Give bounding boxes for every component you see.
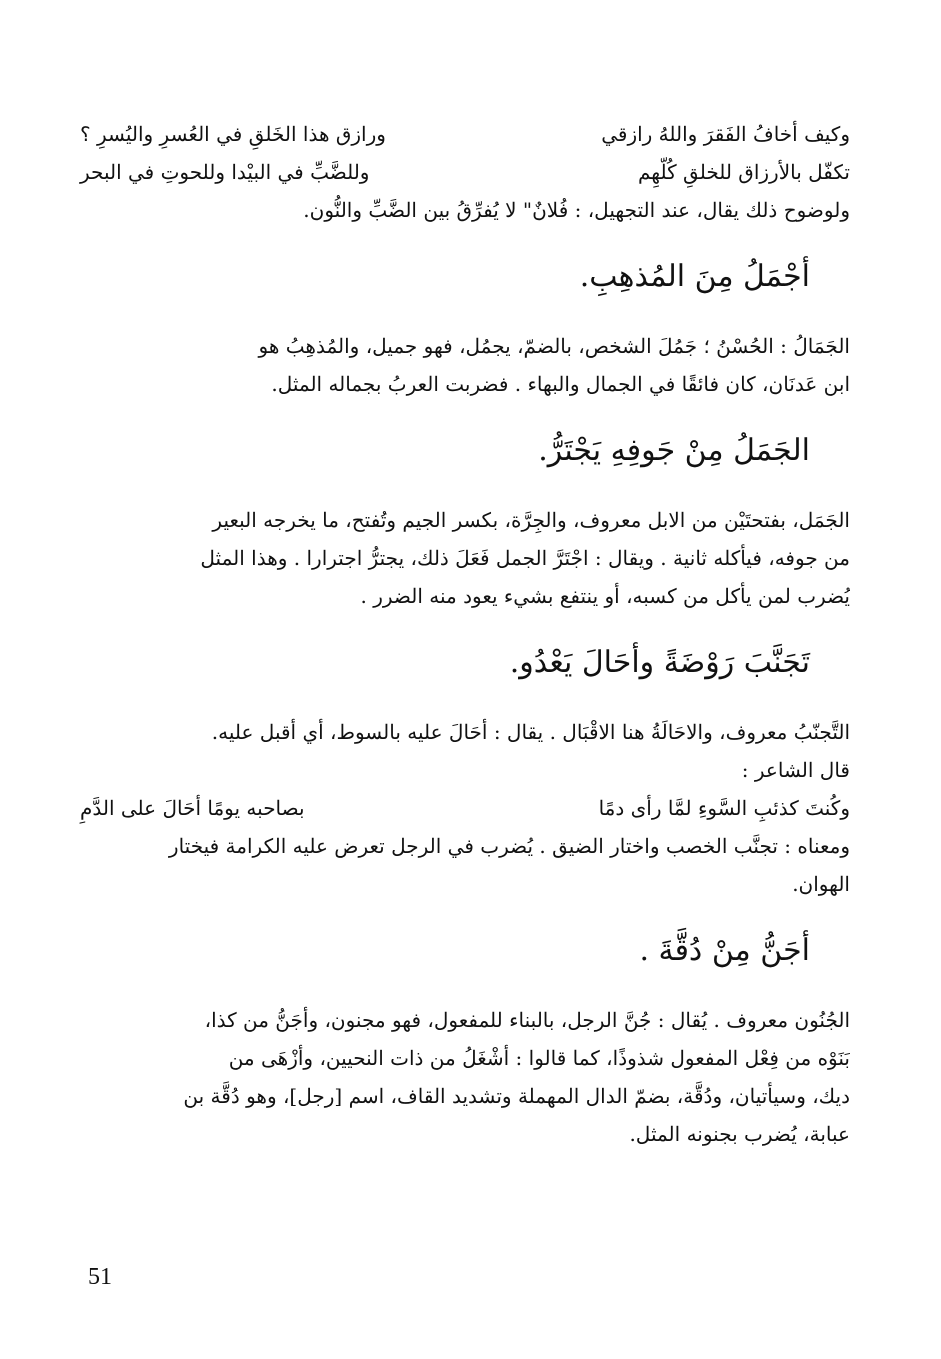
text-line: الجَمَل، بفتحتَيْن من الابل معروف، والجِرَّة، بكسر الجيم وتُفتح، ما يخرجه البعير bbox=[212, 508, 850, 532]
text-line: الجَمَالُ : الحُسْنُ ؛ جَمُلَ الشخص، بالضمّ، يجمُل، فهو جميل، والمُذهِبُ هو bbox=[258, 334, 850, 358]
hemistich-right: وكيف أخافُ الفَقرَ واللهُ رازقي bbox=[601, 122, 850, 146]
text-line: قال الشاعر : bbox=[741, 758, 850, 782]
intro-verse-1 bbox=[80, 115, 850, 153]
text-line: عبابة، يُضرب بجنونه المثل. bbox=[629, 1122, 850, 1146]
proverb-heading: أجْمَلُ مِنَ المُذهِبِ. bbox=[579, 259, 810, 294]
text-line: بَنَوْه من فِعْل المفعول شذوذًا، كما قالوا : أشْغَلُ من ذات النحيين، وأزْهَى من bbox=[228, 1046, 850, 1070]
hemistich-left: وللضَّبِّ في البيْدا وللحوتِ في البحر bbox=[80, 160, 370, 184]
text-line: ابن عَدنَان، كان فائقًا في الجمال والبهاء . فضربت العربُ بجماله المثل. bbox=[271, 372, 850, 396]
hemistich-left: بصاحبه يومًا أحَالَ على الدَّمِ bbox=[80, 796, 305, 820]
intro-text-line: ولوضوح ذلك يقال، عند التجهيل، : فُلانٌ" لا يُفرِّقُ بين الضَّبِّ والنُّون. bbox=[303, 198, 850, 222]
text-line: من جوفه، فيأكله ثانية . ويقال : اجْتَرَّ الجمل فَعَلَ ذلك، يجترُّ اجترارا . وهذا المثل bbox=[200, 546, 850, 570]
text-line: ومعناه : تجنَّب الخصب واختار الضيق . يُضرب في الرجل تعرض عليه الكرامة فيختار bbox=[168, 834, 850, 858]
page-body bbox=[80, 115, 850, 1153]
page-number: 51 bbox=[88, 1264, 112, 1290]
text-line: يُضرب لمن يأكل من كسبه، أو ينتفع بشيء يعود منه الضرر . bbox=[360, 584, 850, 608]
text-line: التَّجنّبُ معروف، والاحَالَةُ هنا الاقْبَال . يقال : أحَالَ عليه بالسوط، أي أقبل عليه. bbox=[211, 720, 850, 744]
hemistich-left: ورازق هذا الخَلقِ في العُسرِ واليُسرِ ؟ bbox=[80, 122, 386, 146]
poem-verse bbox=[80, 789, 850, 827]
text-line: ديك، وسيأتيان، ودُقَّة، بضمّ الدال المهملة وتشديد القاف، اسم [رجل]، وهو دُقَّة بن bbox=[183, 1084, 850, 1108]
text-line: الجُنُون معروف . يُقال : جُنَّ الرجل، بالبناء للمفعول، فهو مجنون، وأجَنُّ من كذا، bbox=[204, 1008, 850, 1032]
proverb-heading: أجَنُّ مِنْ دُقَّةَ . bbox=[639, 933, 810, 968]
intro-verse-2 bbox=[80, 153, 850, 191]
proverb-heading: تَجَنَّبَ رَوْضَةً وأحَالَ يَعْدُو. bbox=[509, 645, 810, 680]
hemistich-right: تكفّل بالأرزاق للخلقِ كُلّهِم bbox=[637, 160, 850, 184]
hemistich-right: وكُنتَ كذئبِ السَّوءِ لمَّا رأى دمًا bbox=[598, 796, 850, 820]
proverb-heading: الجَمَلُ مِنْ جَوفِهِ يَجْتَرُّ. bbox=[538, 433, 810, 468]
text-line: الهوان. bbox=[792, 872, 850, 896]
